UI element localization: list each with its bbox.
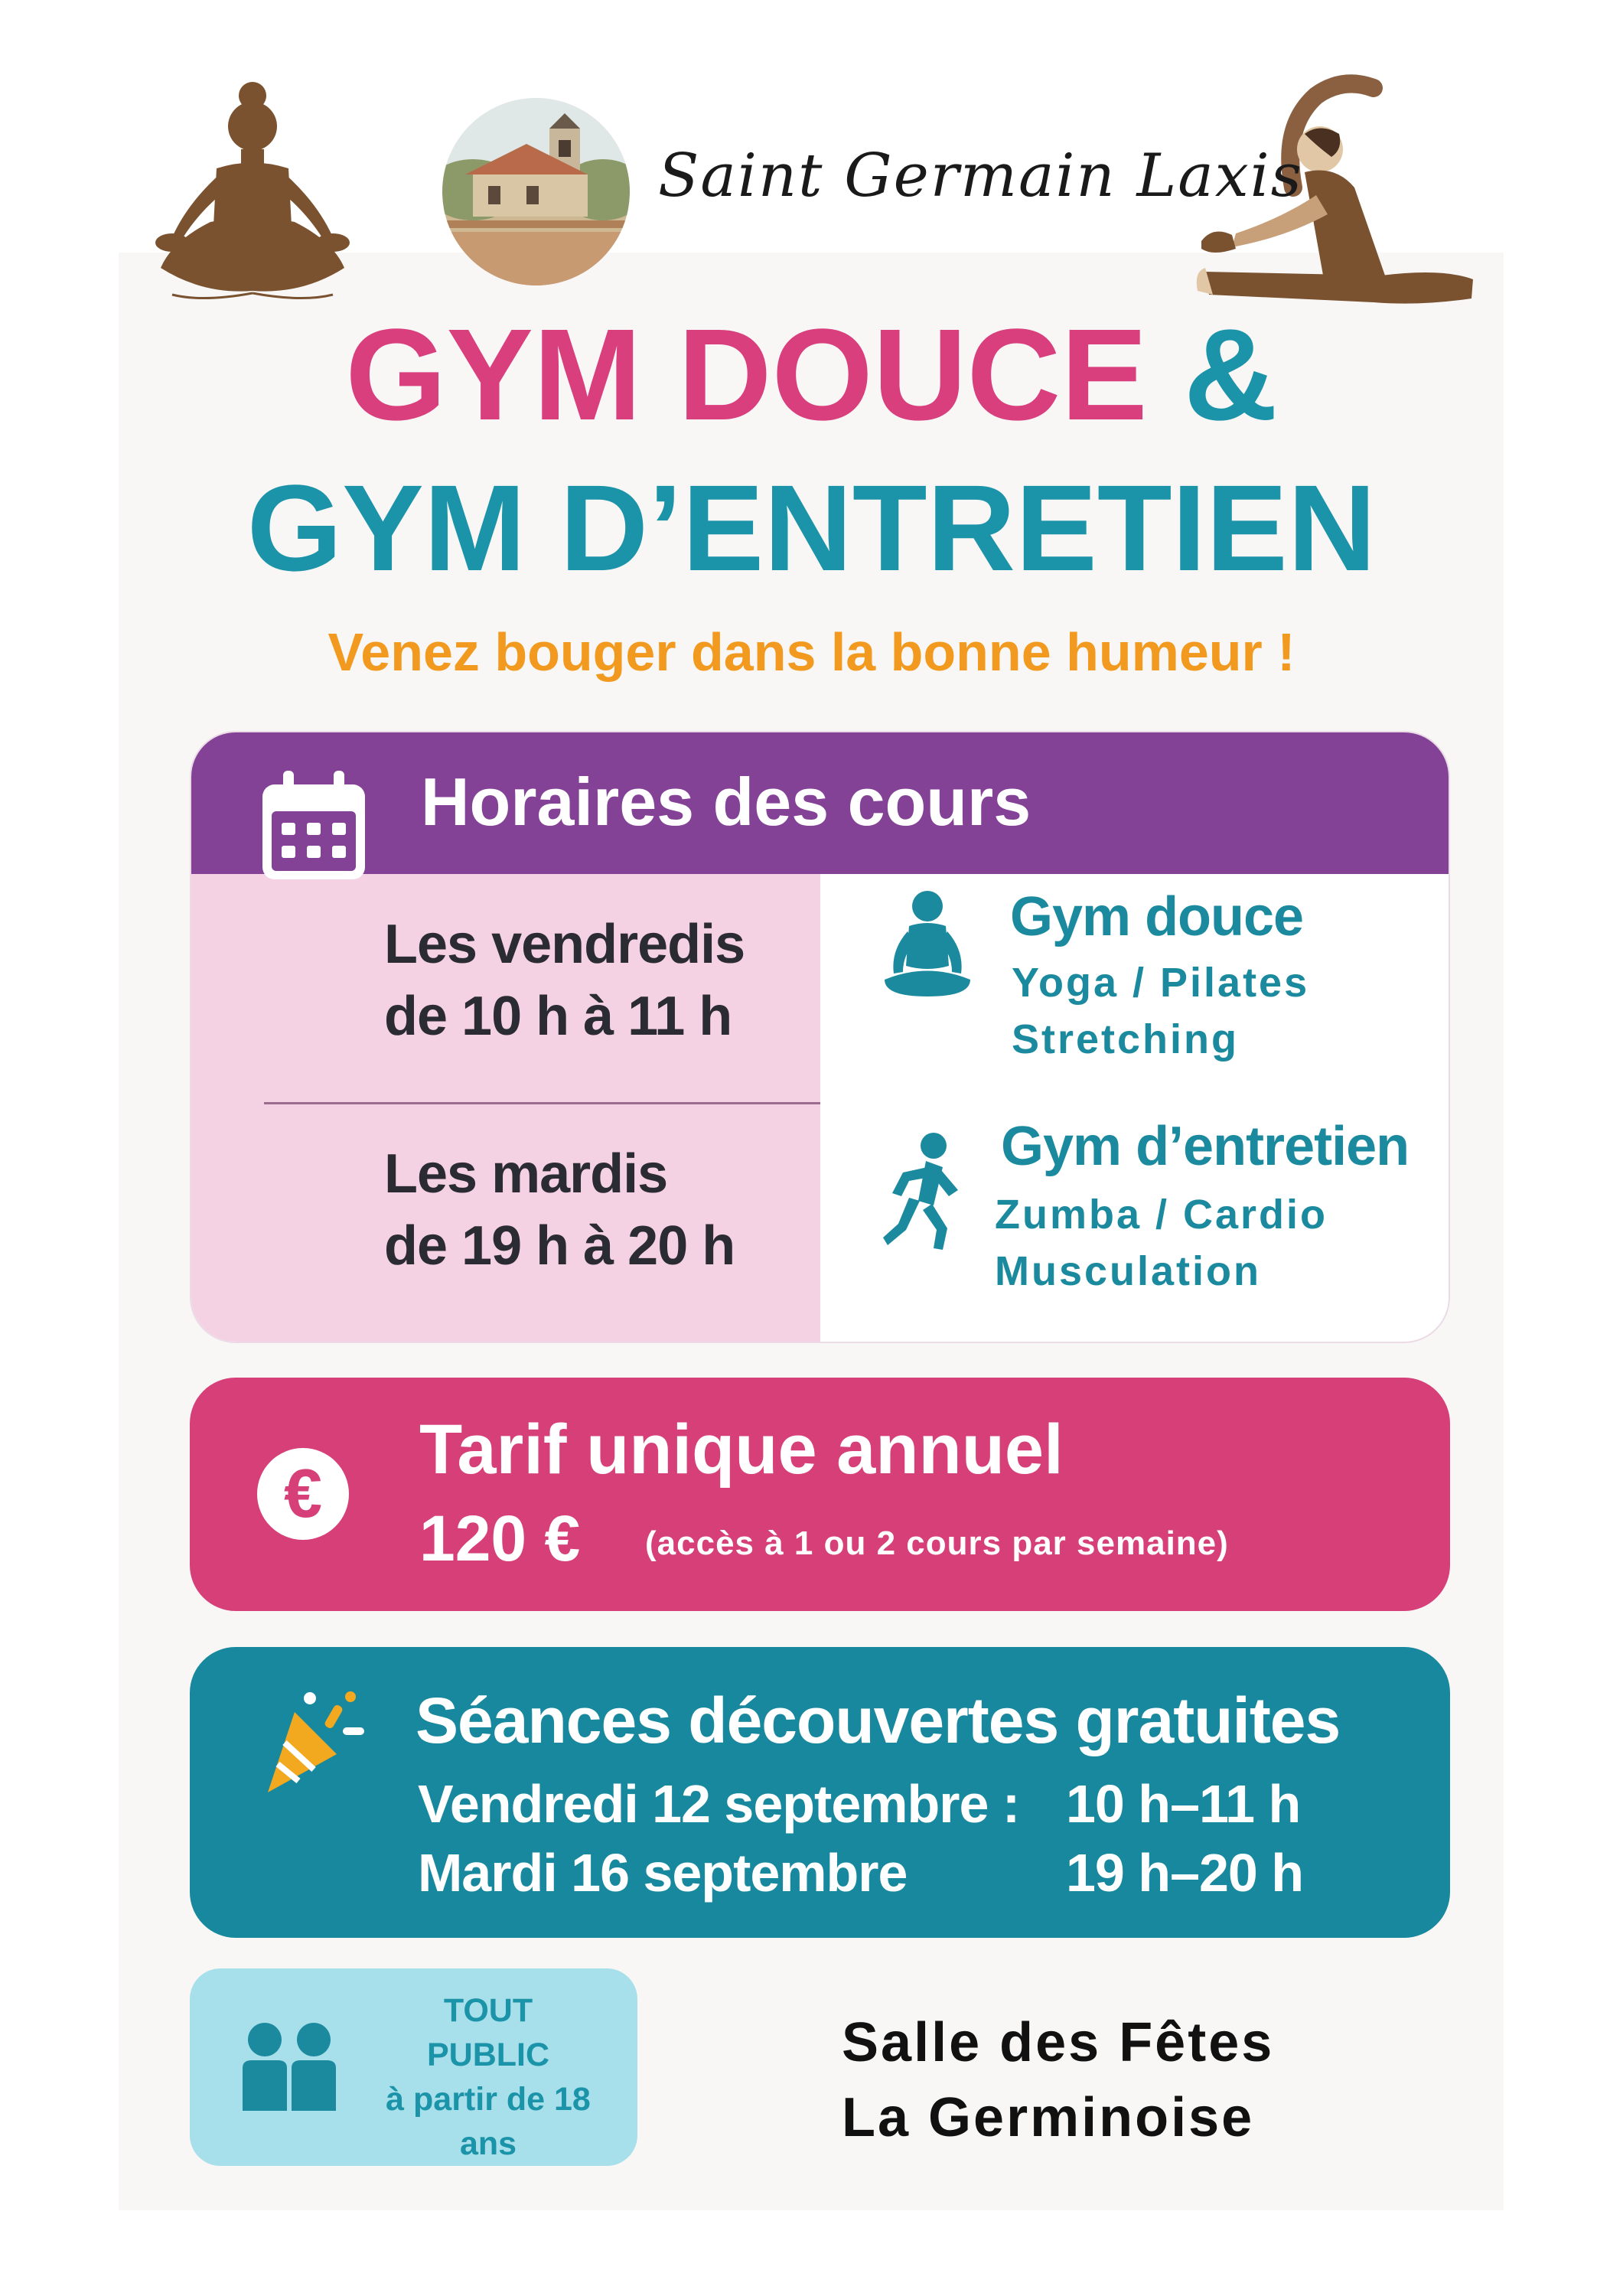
course-detail-line: Yoga / Pilates: [1012, 960, 1310, 1006]
location: [842, 2005, 1274, 2155]
meditation-figure: [126, 73, 379, 321]
schedule-title: Horaires des cours: [421, 764, 1031, 840]
slot-time: de 19 h à 20 h: [384, 1215, 735, 1277]
title-line-1: GYM DOUCE: [345, 302, 1148, 448]
tarif-price: 120 €: [419, 1502, 581, 1574]
public-line: à partir de 18: [386, 2081, 591, 2118]
course-detail-line: Musculation: [995, 1248, 1262, 1294]
public-line: PUBLIC: [426, 2037, 550, 2073]
title-ampersand: &: [1183, 302, 1278, 448]
title-gym-entretien: GYM D’ENTRETIEN: [246, 459, 1377, 596]
party-popper-icon: [253, 1681, 367, 1796]
session-time: 10 h–11 h: [1066, 1774, 1301, 1834]
location-line-1: Salle des Fêtes: [842, 2012, 1275, 2073]
calendar-icon: [256, 769, 371, 884]
schedule-card: [190, 731, 1450, 1343]
title-gym-douce: [0, 302, 1623, 448]
town-name: Saint Germain Laxis: [658, 142, 1303, 210]
people-icon: [240, 2020, 339, 2112]
schedule-divider: [264, 1102, 820, 1104]
course-details-gym-entretien: [995, 1186, 1328, 1300]
slot-day: Les vendredis: [384, 914, 745, 975]
course-name-gym-douce: Gym douce: [1010, 886, 1304, 947]
location-line-2: La Germinoise: [842, 2087, 1255, 2148]
tarif-title: Tarif unique annuel: [419, 1411, 1064, 1489]
public-line: TOUT: [443, 1992, 533, 2029]
slot-day: Les mardis: [384, 1143, 668, 1205]
tarif-note: (accès à 1 ou 2 cours par semaine): [645, 1525, 1229, 1562]
meditation-icon: [880, 889, 976, 1004]
discovery-title: Séances découvertes gratuites: [416, 1684, 1341, 1756]
tarif-card: [190, 1378, 1450, 1611]
session-date: Vendredi 12 septembre :: [418, 1774, 1020, 1834]
schedule-slot-friday: [384, 908, 745, 1052]
course-detail-line: Stretching: [1012, 1016, 1240, 1062]
public-text: [358, 1988, 618, 2166]
running-icon: [872, 1130, 972, 1253]
village-church-logo: [442, 98, 630, 285]
session-date: Mardi 16 septembre: [418, 1843, 908, 1903]
session-time: 19 h–20 h: [1066, 1843, 1304, 1903]
euro-icon: €: [257, 1448, 349, 1540]
slot-time: de 10 h à 11 h: [384, 986, 732, 1047]
discovery-sessions-card: [190, 1647, 1450, 1938]
schedule-slot-tuesday: [384, 1138, 735, 1282]
course-name-gym-entretien: Gym d’entretien: [1001, 1116, 1410, 1177]
public-badge: [190, 1968, 637, 2166]
course-details-gym-douce: [1012, 954, 1309, 1068]
course-detail-line: Zumba / Cardio: [995, 1192, 1328, 1238]
subtitle: Venez bouger dans la bonne humeur !: [328, 622, 1295, 682]
public-line: ans: [459, 2125, 517, 2162]
